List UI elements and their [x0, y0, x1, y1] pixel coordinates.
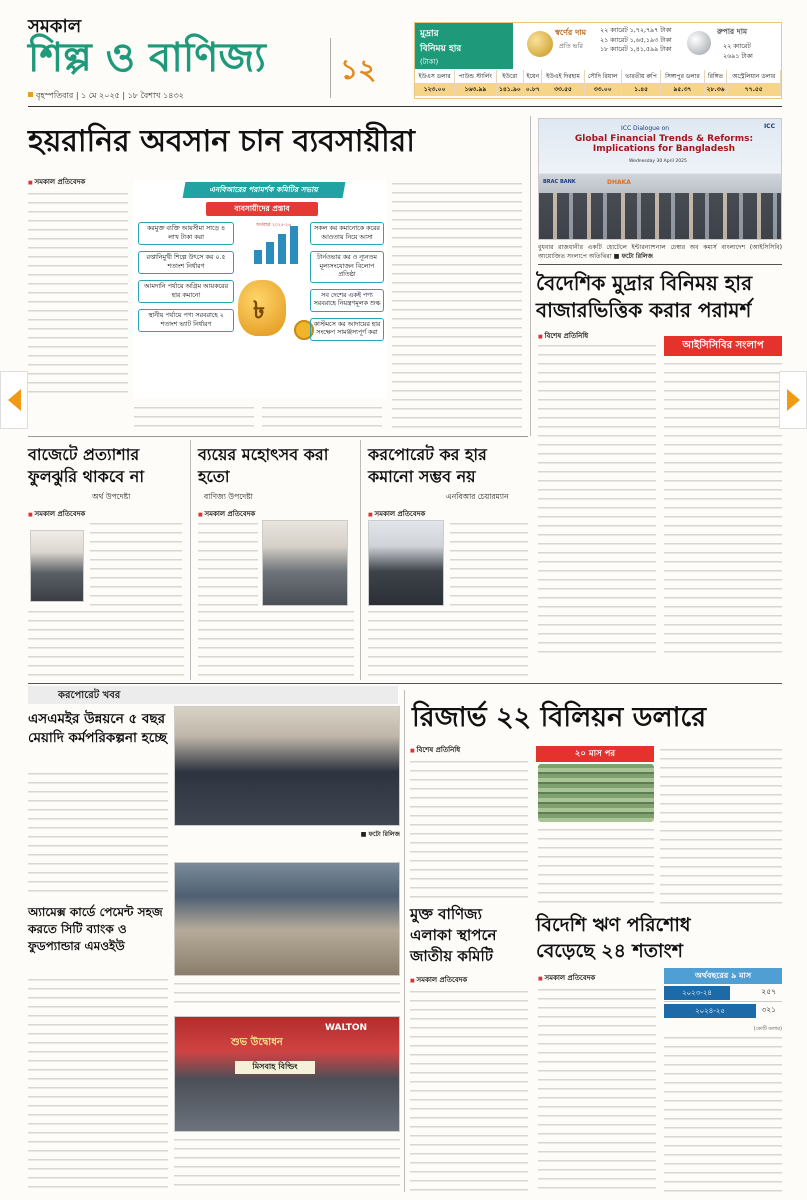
- value-aud: ৭৭.৫৫: [727, 83, 781, 96]
- lead-byline: ■ সমকাল প্রতিবেদক: [28, 176, 85, 188]
- value-gbp: ১৬৩.৯৯: [455, 83, 496, 96]
- corporate-seminar-photo: [174, 862, 400, 976]
- currency-aud: অস্ট্রেলিয়ান ডলার: [727, 70, 781, 83]
- fta-headline: মুক্ত বাণিজ্য এলাকা স্থাপনে জাতীয় কমিটি: [410, 905, 497, 965]
- infographic-title: এনবিআরের পরামর্শক কমিটির সভায়: [183, 182, 346, 198]
- event-caption: [538, 243, 782, 261]
- debt-row-2-year: ২০২৪-২৫: [664, 1004, 756, 1018]
- debt-table-title: অর্থবছরের ৯ মাস: [664, 968, 782, 984]
- graph-bar-1: [254, 250, 262, 264]
- masthead-bottom-rule: [28, 106, 782, 107]
- lead-body-under-graphic-1: [134, 404, 254, 434]
- col-divider-sub2: [360, 440, 361, 680]
- corporate-walton-photo: [174, 1016, 400, 1132]
- forex-body-col1: [538, 342, 656, 660]
- reserve-body-col1: [410, 758, 528, 898]
- sub-story-1-byline: ■ সমকাল প্রতিবেদক: [28, 508, 85, 520]
- debt-row-2: [664, 1002, 782, 1020]
- corporate-story2-body: [28, 976, 168, 1192]
- value-row: [415, 83, 781, 96]
- corporate-seminar-caption: [174, 980, 400, 1010]
- forex-headline: [536, 270, 786, 324]
- sub-story-2-headline: ব্যয়ের মহোৎসব করা হতো: [198, 445, 329, 486]
- debt-table-unit: (কোটি ডলার): [753, 1026, 782, 1032]
- debt-headline-line1: বিদেশি ঋণ পরিশোধ: [536, 914, 691, 936]
- page-number: ১২: [340, 53, 377, 86]
- sub-story-1-speaker: অর্থ উপদেষ্টা: [92, 492, 131, 501]
- proposal-left-2: রপ্তানিমুখী শিল্পে উৎসে কর ০.৫ শতাংশ নির্ধারণ: [138, 251, 234, 274]
- rates-label: [415, 23, 513, 69]
- proposal-right-1: সকল কর কমানোকে করের আওতায় নিয়ে আসা: [310, 222, 384, 245]
- corporate-walton-caption: [174, 1136, 400, 1192]
- reserve-headline: রিজার্ভ ২২ বিলিয়ন ডলারে: [412, 702, 707, 733]
- currency-gbp: পাউন্ড স্টার্লিং: [455, 70, 496, 83]
- gold-line-22: ২২ ক্যারেট ১,৭২,৭৯৭ টাকা: [600, 27, 672, 34]
- currency-jpy: ইয়েন: [524, 70, 542, 83]
- opening-banner-2: মিসবাহ বিল্ডিং: [235, 1061, 315, 1074]
- sub-story-3-headline: করপোরেট কর হার কমানো সম্ভব নয়: [368, 445, 487, 486]
- dateline-marker: [28, 92, 33, 97]
- dhaka-logo: DHAKA: [607, 179, 631, 186]
- sub-story-2-byline: ■ সমকাল প্রতিবেদক: [198, 508, 255, 520]
- value-jpy: ০.৮৭: [524, 83, 542, 96]
- lead-infographic: [134, 180, 386, 398]
- sub-story-2-body-b: [198, 608, 354, 680]
- event-org: ICC Dialogue on: [621, 125, 670, 132]
- value-sar: ৩৩.০০: [584, 83, 621, 96]
- brac-logo: BRAC BANK: [543, 179, 576, 185]
- corporate-story1-headline: এসএমইর উন্নয়নে ৫ বছর মেয়াদি কর্মপরিকল্পনা হচ্ছে: [28, 711, 167, 746]
- col-divider-lead: [530, 116, 531, 436]
- col-divider-corp: [404, 690, 405, 1192]
- debt-row-1: [664, 984, 782, 1002]
- value-myr: ২৮.৩৬: [704, 83, 727, 96]
- graph-bar-3: [278, 234, 286, 264]
- forex-tag: আইসিসিবির সংলাপ: [664, 336, 782, 356]
- money-bag-icon: [238, 280, 286, 336]
- forex-headline-line2: বাজারভিত্তিক করার পরামর্শ: [536, 298, 752, 322]
- corporate-story2-headline: অ্যামেক্স কার্ডে পেমেন্ট সহজ করতে সিটি ব্যাংক ও ফুডপ্যান্ডার এমওইউ: [28, 905, 163, 953]
- chevron-right-icon: [787, 389, 800, 411]
- proposal-list-right: [310, 222, 384, 341]
- gold-title: স্বর্ণের দাম: [555, 28, 587, 37]
- currency-sar: সৌদি রিয়াল: [584, 70, 621, 83]
- section-title: শিল্প ও বাণিজ্য: [28, 35, 266, 81]
- currency-aed: ইউএই দিরহাম: [542, 70, 584, 83]
- currency-myr: রিঙ্গিত: [704, 70, 727, 83]
- proposal-right-3: সব দেশের একই পণ্য সরবরাহে নিয়ন্ত্রণমূলক শুল্ক: [310, 289, 384, 312]
- speaker-row: [539, 193, 782, 240]
- corporate-section-header: [28, 686, 398, 704]
- gold-sub: প্রতি ভরি: [559, 42, 583, 50]
- gold-lines: [600, 26, 672, 55]
- fta-body: [410, 988, 528, 1192]
- debt-headline-line2: বেড়েছে ২৪ শতাংশ: [536, 940, 683, 962]
- silver-line-1: ২২ ক্যারেট: [723, 43, 751, 50]
- sub-story-2-photo: [262, 520, 348, 606]
- corporate-story1-photo: [174, 706, 400, 826]
- rates-label-sub: (টাকা): [420, 58, 439, 66]
- proposal-left-1: করমুক্ত ব্যক্তি আয়সীমা সাড়ে ৪ লাখ টাকা করা: [138, 222, 234, 245]
- silver-title: রুপার দাম: [717, 27, 748, 36]
- corporate-story1-credit: ■ ফটো রিলিজ: [360, 831, 400, 838]
- masthead-divider: [330, 38, 331, 98]
- proposal-left-3: আমদানি পর্যায়ে অগ্রিম আয়করের হার কমানো: [138, 280, 234, 303]
- col-divider-sub1: [190, 440, 191, 680]
- icc-logo: ICC: [763, 123, 775, 130]
- debt-byline: ■ সমকাল প্রতিবেদক: [538, 972, 595, 984]
- sub-stories-rule: [28, 436, 528, 437]
- reserve-badge: ২০ মাস পর: [536, 746, 654, 762]
- graph-label: অর্থবছর ২০২৫-২৬: [256, 223, 292, 228]
- proposal-list-left: [138, 222, 234, 332]
- forex-top-rule: [538, 264, 782, 265]
- debt-table: [664, 968, 782, 1032]
- currency-row: [415, 70, 781, 83]
- forex-headline-line1: বৈদেশিক মুদ্রার বিনিময় হার: [536, 271, 753, 295]
- debt-body-col1: [538, 986, 656, 1192]
- sub-story-3-photo: [368, 520, 444, 606]
- corporate-story1-caption: [174, 830, 400, 858]
- sub-story-1-headline: বাজেটে প্রত্যাশার ফুলঝুরি থাকবে না: [28, 445, 144, 486]
- proposal-left-4: স্থানীয় পর্যায়ে পণ্য সরবরাহে ২ শতাংশ ভ্যাট নির্ধারণ: [138, 309, 234, 332]
- infographic-subtitle: ব্যবসায়ীদের প্রস্তাব: [206, 202, 318, 216]
- brand-logo: সমকাল: [28, 16, 82, 37]
- sub-story-1-photo: [30, 530, 84, 602]
- sub-story-3-body-a: [450, 520, 528, 606]
- sub-story-1-body-a: [90, 520, 182, 606]
- forex-body-col2: [664, 360, 782, 660]
- reserve-body-col2: [538, 826, 654, 906]
- prev-page-button[interactable]: [0, 371, 28, 429]
- rates-table: [415, 70, 781, 96]
- debt-row-1-value: ২৫৭: [761, 987, 776, 996]
- sub-story-3-byline: ■ সমকাল প্রতিবেদক: [368, 508, 425, 520]
- value-inr: ১.৪৫: [621, 83, 661, 96]
- rates-box: [414, 22, 782, 99]
- event-caption-text: বুধবার রাজধানীর একটি হোটেলে ইন্টারন্যাশনাল চেম্বার অব কমার্স বাংলাদেশ (আইসিসিবি) আয়োজিত সংলাপে অতিথিরা: [538, 244, 782, 260]
- lead-body-col3: [392, 180, 522, 430]
- value-eur: ১৪১.৯০: [496, 83, 524, 96]
- corporate-story1-body: [28, 770, 168, 896]
- silver-line-2: ২৬৯১ টাকা: [723, 53, 753, 60]
- currency-eur: ইউরো: [496, 70, 524, 83]
- reserve-body-col3: [660, 746, 782, 906]
- lead-body-col1: [28, 190, 128, 398]
- gold-line-21: ২১ ক্যারেট ১,৬৫,১৯৩ টাকা: [600, 36, 672, 44]
- value-usd: ১২৩.০০: [415, 83, 455, 96]
- rates-label-line2: বিনিময় হার: [420, 44, 462, 54]
- debt-row-1-year: ২০২৩-২৪: [664, 986, 730, 1000]
- sub-story-2-speaker: বাণিজ্য উপদেষ্টা: [204, 492, 253, 501]
- currency-inr: ভারতীয় রুপি: [621, 70, 661, 83]
- value-aed: ৩৩.৫৫: [542, 83, 584, 96]
- debt-headline: [536, 912, 782, 964]
- debt-row-2-value: ৩২১: [761, 1005, 776, 1014]
- graph-bar-2: [266, 242, 274, 264]
- walton-logo: WALTON: [325, 1023, 368, 1033]
- event-photo: [538, 118, 782, 240]
- bar-graph-icon: [250, 222, 306, 266]
- proposal-right-2: টার্নওভার কর ও ন্যূনতম মূল্যসংযোজন বিলোপ প্রতিষ্ঠা: [310, 251, 384, 283]
- gold-coin-icon: [527, 31, 553, 57]
- rates-label-line1: মুদ্রার: [420, 29, 439, 39]
- sub-story-1-body-b: [28, 608, 184, 680]
- value-sgd: ৯৫.৩৭: [661, 83, 704, 96]
- proposal-right-4: কাস্টমসে কর আদায়ের হার সংক্ষেপ সামঞ্জস্যপূর্ণ করা: [310, 318, 384, 341]
- event-date: Wednesday 30 April 2025: [629, 159, 687, 164]
- event-photo-credit: ■ ফটো রিলিজ: [613, 253, 654, 260]
- graph-bar-4: [290, 226, 298, 264]
- currency-sgd: সিঙ্গাপুর ডলার: [661, 70, 704, 83]
- opening-banner: শুভ উদ্বোধন: [231, 1037, 283, 1048]
- lead-headline: হয়রানির অবসান চান ব্যবসায়ীরা: [28, 124, 415, 159]
- reserve-byline: ■ বিশেষ প্রতিনিধি: [410, 744, 460, 756]
- sub-story-2-body-a: [198, 520, 258, 606]
- dateline: বৃহস্পতিবার | ১ মে ২০২৫ | ১৮ বৈশাখ ১৪৩২: [36, 91, 184, 100]
- gold-line-18: ১৮ ক্যারেট ১,৪১,৫৯৯ টাকা: [600, 46, 672, 53]
- chevron-left-icon: [8, 389, 21, 411]
- sub-story-3-speaker: এনবিআর চেয়ারম্যান: [446, 492, 509, 501]
- dollar-stack-illustration: [538, 764, 654, 822]
- silver-coin-icon: [687, 31, 711, 55]
- fta-byline: ■ সমকাল প্রতিবেদক: [410, 974, 467, 986]
- corporate-section-title: করপোরেট খবর: [58, 690, 121, 701]
- taka-symbol: ৳: [253, 296, 265, 324]
- debt-body-col2: [664, 1034, 782, 1192]
- next-page-button[interactable]: [779, 371, 807, 429]
- lead-body-under-graphic-2: [262, 404, 382, 434]
- mid-page-rule: [28, 683, 782, 684]
- currency-usd: ইউএস ডলার: [415, 70, 455, 83]
- sub-story-3-body-b: [368, 608, 528, 680]
- event-title: Global Financial Trends & Reforms: Implications for Bangladesh: [574, 134, 754, 154]
- forex-byline: ■ বিশেষ প্রতিনিধি: [538, 330, 588, 342]
